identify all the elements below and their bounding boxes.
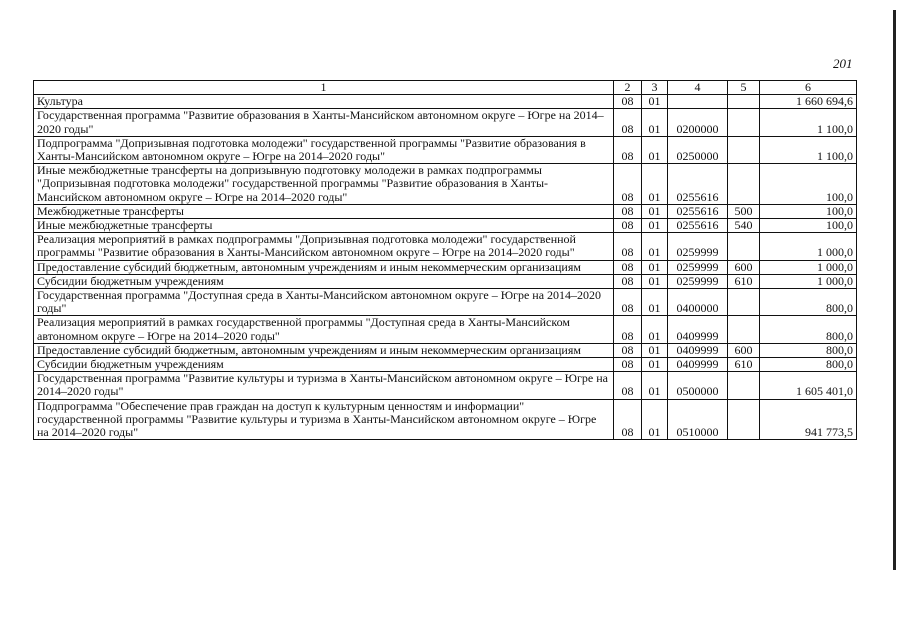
row-name-cell: Подпрограмма "Обеспечение прав граждан на доступ к культурным ценностям и информации" государственной программы "Развитие культуры и туризма в Ханты-Мансийском автономном округе – Югре на 2014–2020 годы" xyxy=(34,399,614,440)
table-row xyxy=(34,164,857,205)
table-row xyxy=(34,95,857,109)
column-header: 5 xyxy=(728,81,760,95)
section-code-cell: 08 xyxy=(614,274,642,288)
amount-cell: 1 660 694,6 xyxy=(760,95,857,109)
subsection-code-cell: 01 xyxy=(642,233,668,260)
table-row xyxy=(34,260,857,274)
target-article-cell: 0255616 xyxy=(668,164,728,205)
subsection-code-cell: 01 xyxy=(642,289,668,316)
amount-cell: 100,0 xyxy=(760,204,857,218)
target-article-cell: 0259999 xyxy=(668,274,728,288)
amount-cell: 100,0 xyxy=(760,164,857,205)
subsection-code-cell: 01 xyxy=(642,260,668,274)
amount-cell: 100,0 xyxy=(760,219,857,233)
amount-cell: 800,0 xyxy=(760,289,857,316)
section-code-cell: 08 xyxy=(614,109,642,136)
table-row xyxy=(34,316,857,343)
amount-cell: 1 000,0 xyxy=(760,274,857,288)
target-article-cell: 0259999 xyxy=(668,233,728,260)
amount-cell: 1 000,0 xyxy=(760,233,857,260)
section-code-cell: 08 xyxy=(614,316,642,343)
section-code-cell: 08 xyxy=(614,289,642,316)
table-row xyxy=(34,204,857,218)
section-code-cell: 08 xyxy=(614,95,642,109)
expense-type-cell: 500 xyxy=(728,204,760,218)
column-header: 6 xyxy=(760,81,857,95)
amount-cell: 1 605 401,0 xyxy=(760,372,857,399)
section-code-cell: 08 xyxy=(614,204,642,218)
table-row xyxy=(34,219,857,233)
table-row xyxy=(34,274,857,288)
expense-type-cell xyxy=(728,109,760,136)
section-code-cell: 08 xyxy=(614,233,642,260)
amount-cell: 1 100,0 xyxy=(760,136,857,163)
column-header: 3 xyxy=(642,81,668,95)
target-article-cell: 0250000 xyxy=(668,136,728,163)
expense-type-cell xyxy=(728,164,760,205)
target-article-cell: 0255616 xyxy=(668,219,728,233)
subsection-code-cell: 01 xyxy=(642,343,668,357)
amount-cell: 941 773,5 xyxy=(760,399,857,440)
section-code-cell: 08 xyxy=(614,399,642,440)
table-row xyxy=(34,399,857,440)
target-article-cell: 0255616 xyxy=(668,204,728,218)
subsection-code-cell: 01 xyxy=(642,219,668,233)
table-row xyxy=(34,358,857,372)
expense-type-cell: 540 xyxy=(728,219,760,233)
amount-cell: 800,0 xyxy=(760,343,857,357)
expense-type-cell xyxy=(728,95,760,109)
expense-type-cell: 610 xyxy=(728,274,760,288)
row-name-cell: Подпрограмма "Допризывная подготовка молодежи" государственной программы "Развитие образования в Ханты-Мансийском автономном округе – Югре на 2014–2020 годы" xyxy=(34,136,614,163)
subsection-code-cell: 01 xyxy=(642,204,668,218)
column-header: 4 xyxy=(668,81,728,95)
table-row xyxy=(34,109,857,136)
target-article-cell: 0510000 xyxy=(668,399,728,440)
row-name-cell: Культура xyxy=(34,95,614,109)
table-row xyxy=(34,372,857,399)
amount-cell: 1 000,0 xyxy=(760,260,857,274)
section-code-cell: 08 xyxy=(614,219,642,233)
expense-type-cell xyxy=(728,233,760,260)
column-header: 2 xyxy=(614,81,642,95)
row-name-cell: Иные межбюджетные трансферты xyxy=(34,219,614,233)
expense-type-cell: 600 xyxy=(728,343,760,357)
row-name-cell: Реализация мероприятий в рамках государственной программы "Доступная среда в Ханты-Мансийском автономном округе – Югре на 2014–2020 годы" xyxy=(34,316,614,343)
target-article-cell: 0500000 xyxy=(668,372,728,399)
subsection-code-cell: 01 xyxy=(642,358,668,372)
section-code-cell: 08 xyxy=(614,358,642,372)
row-name-cell: Предоставление субсидий бюджетным, автономным учреждениям и иным некоммерческим организациям xyxy=(34,260,614,274)
target-article-cell xyxy=(668,95,728,109)
row-name-cell: Субсидии бюджетным учреждениям xyxy=(34,274,614,288)
expense-type-cell xyxy=(728,399,760,440)
subsection-code-cell: 01 xyxy=(642,109,668,136)
row-name-cell: Государственная программа "Развитие культуры и туризма в Ханты-Мансийском автономном округе – Югре на 2014–2020 годы" xyxy=(34,372,614,399)
table-header-row xyxy=(34,81,857,95)
row-name-cell: Государственная программа "Доступная среда в Ханты-Мансийском автономном округе – Югре на 2014–2020 годы" xyxy=(34,289,614,316)
subsection-code-cell: 01 xyxy=(642,399,668,440)
expense-type-cell: 600 xyxy=(728,260,760,274)
target-article-cell: 0259999 xyxy=(668,260,728,274)
expense-type-cell xyxy=(728,289,760,316)
target-article-cell: 0409999 xyxy=(668,358,728,372)
expense-type-cell xyxy=(728,316,760,343)
row-name-cell: Межбюджетные трансферты xyxy=(34,204,614,218)
table-row xyxy=(34,233,857,260)
page-number: 201 xyxy=(833,56,853,71)
column-header: 1 xyxy=(34,81,614,95)
amount-cell: 800,0 xyxy=(760,358,857,372)
subsection-code-cell: 01 xyxy=(642,95,668,109)
row-name-cell: Иные межбюджетные трансферты на допризывную подготовку молодежи в рамках подпрограммы "Допризывная подготовка молодежи" государственной программы "Развитие образования в Ханты-Мансийском автономном округе – Югре на 2014–2020 годы" xyxy=(34,164,614,205)
section-code-cell: 08 xyxy=(614,136,642,163)
subsection-code-cell: 01 xyxy=(642,372,668,399)
section-code-cell: 08 xyxy=(614,343,642,357)
row-name-cell: Предоставление субсидий бюджетным, автономным учреждениям и иным некоммерческим организациям xyxy=(34,343,614,357)
row-name-cell: Субсидии бюджетным учреждениям xyxy=(34,358,614,372)
row-name-cell: Государственная программа "Развитие образования в Ханты-Мансийском автономном округе – Югре на 2014–2020 годы" xyxy=(34,109,614,136)
subsection-code-cell: 01 xyxy=(642,316,668,343)
subsection-code-cell: 01 xyxy=(642,136,668,163)
expense-type-cell xyxy=(728,136,760,163)
section-code-cell: 08 xyxy=(614,164,642,205)
subsection-code-cell: 01 xyxy=(642,274,668,288)
budget-table xyxy=(33,80,857,440)
table-row xyxy=(34,343,857,357)
expense-type-cell: 610 xyxy=(728,358,760,372)
target-article-cell: 0400000 xyxy=(668,289,728,316)
table-row xyxy=(34,289,857,316)
amount-cell: 800,0 xyxy=(760,316,857,343)
section-code-cell: 08 xyxy=(614,372,642,399)
row-name-cell: Реализация мероприятий в рамках подпрограммы "Допризывная подготовка молодежи" государственной программы "Развитие образования в Ханты-Мансийском автономном округе – Югре на 2014–2020 годы" xyxy=(34,233,614,260)
target-article-cell: 0409999 xyxy=(668,343,728,357)
amount-cell: 1 100,0 xyxy=(760,109,857,136)
expense-type-cell xyxy=(728,372,760,399)
target-article-cell: 0409999 xyxy=(668,316,728,343)
subsection-code-cell: 01 xyxy=(642,164,668,205)
table-row xyxy=(34,136,857,163)
page-edge-rule xyxy=(893,10,896,570)
section-code-cell: 08 xyxy=(614,260,642,274)
target-article-cell: 0200000 xyxy=(668,109,728,136)
